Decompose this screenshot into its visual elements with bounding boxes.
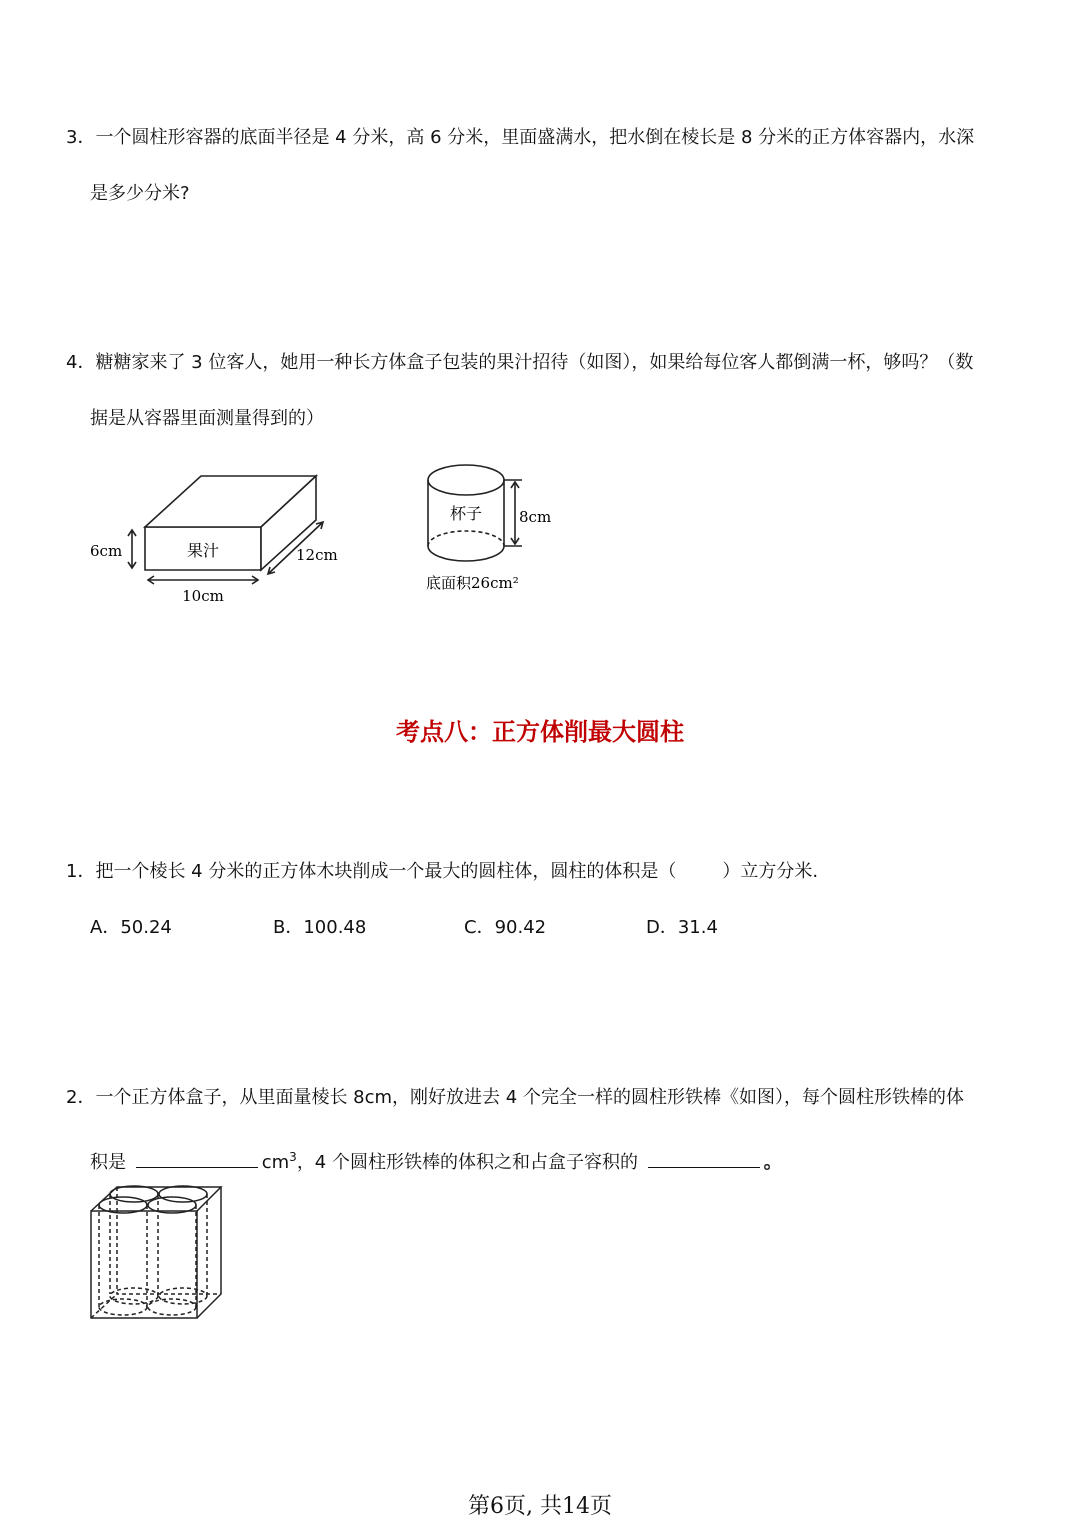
cup-height-label: 8cm (519, 508, 552, 526)
question-4-text-1: 糖糖家来了 3 位客人，她用一种长方体盒子包装的果汁招待（如图），如果给每位客人都倒满一杯，够吗？（数 (95, 352, 974, 373)
bottom-question-2-text-2b: ，4 个圆柱形铁棒的体积之和占盒子容积的 (296, 1152, 638, 1173)
answer-blank-2[interactable] (648, 1149, 760, 1168)
cup-figure (418, 458, 568, 598)
page-footer: 第6页, 共14页 (468, 1494, 612, 1519)
cup-top-ellipse (428, 465, 504, 495)
bottom-question-1-text-a: 把一个棱长 4 分米的正方体木块削成一个最大的圆柱体，圆柱的体积是（ (95, 861, 677, 882)
question-4-line-1 (66, 351, 973, 375)
question-3-line-1 (66, 126, 974, 150)
width-label: 12cm (296, 546, 338, 564)
question-3-number: 3． (66, 127, 96, 148)
volume-unit: cm (261, 1152, 290, 1173)
answer-blank-1[interactable] (136, 1149, 258, 1168)
cup-label: 杯子 (449, 504, 483, 523)
option-c[interactable]: C．90.42 (464, 917, 547, 938)
question-4-number: 4． (66, 352, 96, 373)
cup-bottom-back (428, 531, 504, 546)
length-label: 10cm (182, 587, 224, 605)
bottom-question-2-line-2 (90, 1145, 782, 1175)
option-b[interactable]: B．100.48 (273, 917, 367, 938)
cylinder-top-2 (159, 1186, 207, 1202)
question-3-line-2: 是多少分米? (90, 183, 190, 204)
cup-base-label: 底面积26cm² (426, 574, 519, 592)
question-4-line-2: 据是从容器里面测量得到的） (90, 408, 324, 429)
bottom-question-2-text-2a: 积是 (90, 1152, 126, 1173)
option-d[interactable]: D．31.4 (646, 917, 718, 938)
bottom-question-1-number: 1． (66, 861, 96, 882)
bottom-question-1-line (66, 860, 818, 884)
question-3-text-1: 一个圆柱形容器的底面半径是 4 分米，高 6 分米，里面盛满水，把水倒在棱长是 8 分米的正方体容器内，水深 (95, 127, 975, 148)
option-a[interactable]: A．50.24 (90, 917, 172, 938)
cube-front-face (91, 1211, 197, 1318)
section-title: 考点八：正方体削最大圆柱 (396, 718, 684, 746)
bottom-question-1-text-b: ）立方分米. (722, 861, 819, 882)
bottom-question-2-text-1: 一个正方体盒子，从里面量棱长 8cm，刚好放进去 4 个完全一样的圆柱形铁棒《如图），每个圆柱形铁棒的体 (95, 1087, 964, 1108)
box-label: 果汁 (186, 541, 220, 560)
bottom-question-2-line-1 (66, 1086, 964, 1110)
height-label: 6cm (90, 542, 123, 560)
juice-box-figure (88, 464, 348, 614)
bottom-question-2-end: 。 (763, 1152, 782, 1173)
cube-cylinders-figure (88, 1183, 228, 1323)
cup-bottom-front (428, 546, 504, 561)
volume-unit-exponent: 3 (289, 1150, 297, 1164)
bottom-question-2-number: 2． (66, 1087, 96, 1108)
